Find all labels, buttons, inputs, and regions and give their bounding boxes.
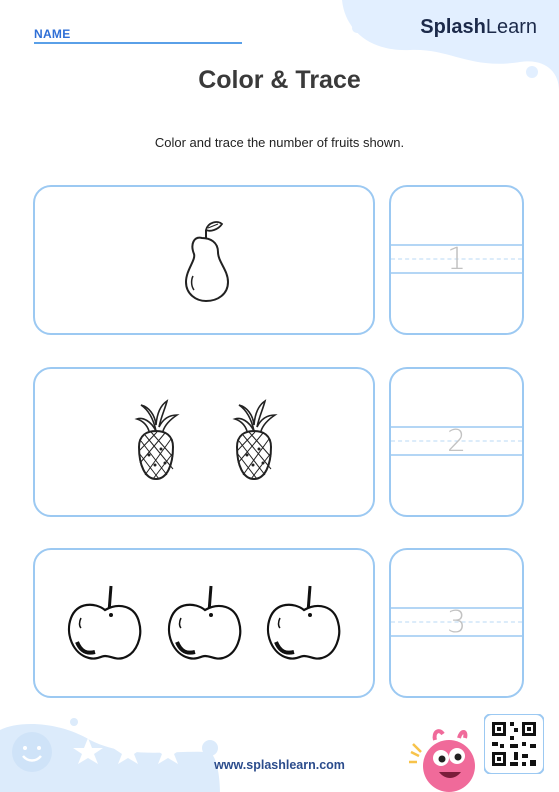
trace-panel-3	[389, 548, 524, 698]
fruit-panel-3	[33, 548, 375, 698]
trace-number-2[interactable]: 2	[446, 424, 467, 459]
trace-panel-2	[389, 367, 524, 517]
pear-icon[interactable]	[178, 214, 234, 306]
apple-icon[interactable]	[264, 582, 344, 664]
fruit-panel-2	[33, 367, 375, 517]
pineapple-icon[interactable]	[131, 399, 181, 483]
page-title: Color & Trace	[198, 66, 361, 94]
apple-icon[interactable]	[165, 582, 245, 664]
trace-panel-1	[389, 185, 524, 335]
splashlearn-logo	[420, 16, 537, 39]
instruction-text: Color and trace the number of fruits shown.	[154, 135, 405, 150]
apple-icon[interactable]	[65, 582, 145, 664]
mascot-icon	[405, 722, 485, 792]
trace-number-3[interactable]: 3	[446, 605, 467, 640]
name-label: NAME	[34, 27, 71, 41]
name-line[interactable]	[34, 42, 242, 44]
brand-light: Learn	[485, 16, 537, 38]
footer-url-link[interactable]: www.splashlearn.com	[214, 758, 345, 772]
brand-bold: Splash	[420, 16, 486, 38]
trace-number-1[interactable]: 1	[446, 242, 467, 277]
pineapple-icon[interactable]	[229, 399, 279, 483]
fruit-panel-1	[33, 185, 375, 335]
